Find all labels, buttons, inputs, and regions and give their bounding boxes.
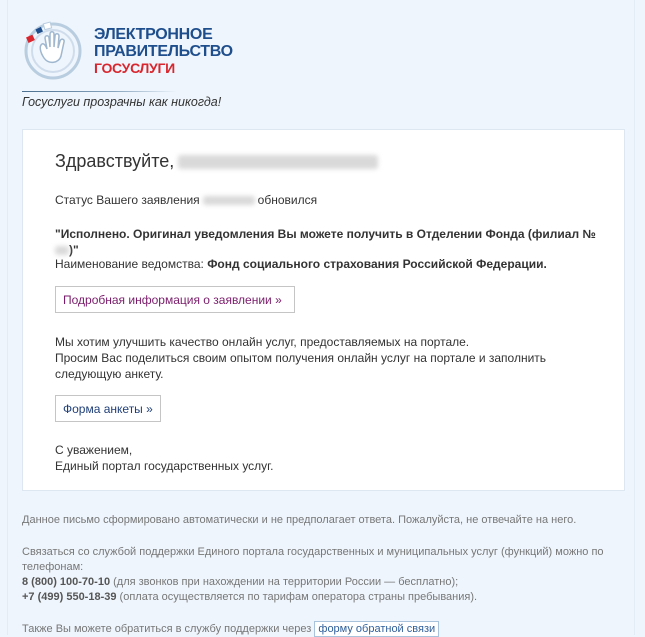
status-line bbox=[55, 193, 317, 207]
header-divider bbox=[22, 91, 177, 92]
greeting-text: Здравствуйте, bbox=[55, 151, 175, 171]
brand-line-2: ПРАВИТЕЛЬСТВО bbox=[94, 43, 233, 60]
signoff-line-2: Единый портал государственных услуг. bbox=[55, 459, 274, 473]
phone-international: +7 (499) 550-18-39 bbox=[22, 591, 117, 603]
survey-line-2: Просим Вас поделиться своим опытом получения онлайн услуг на портале и заполнить следующую анкету. bbox=[55, 351, 547, 381]
phone-free: 8 (800) 100-70-10 bbox=[22, 576, 111, 588]
notice-text: "Исполнено. Оригинал уведомления Вы можете получить в Отделении Фонда (филиал № bbox=[55, 227, 596, 241]
survey-line-1: Мы хотим улучшить качество онлайн услуг, предоставляемых на портале. bbox=[55, 335, 470, 349]
support-contacts bbox=[22, 545, 622, 605]
status-prefix: Статус Вашего заявления bbox=[55, 193, 200, 207]
tagline: Госуслуги прозрачны как никогда! bbox=[22, 95, 222, 109]
status-notice bbox=[55, 226, 600, 258]
department-label: Наименование ведомства: bbox=[55, 257, 204, 271]
status-suffix: обновился bbox=[257, 193, 318, 207]
notice-end: )" bbox=[69, 243, 79, 257]
redacted-recipient-name bbox=[178, 155, 378, 169]
message-card bbox=[22, 129, 625, 491]
frame-border-left bbox=[7, 0, 8, 635]
redacted-application-number bbox=[203, 196, 255, 205]
redacted-branch-number bbox=[55, 246, 69, 255]
auto-generated-notice: Данное письмо сформировано автоматически и не предполагает ответа. Пожалуйста, не отвечайте на него. bbox=[22, 514, 577, 526]
phone-free-note: (для звонков при нахождении на территории России — бесплатно); bbox=[110, 576, 459, 588]
phone-international-note: (оплата осуществляется по тарифам оператора страны пребывания). bbox=[116, 591, 478, 603]
greeting bbox=[55, 151, 378, 172]
survey-invitation bbox=[55, 334, 600, 382]
signoff-line-1: С уважением, bbox=[55, 443, 133, 457]
brand-line-1: ЭЛЕКТРОННОЕ bbox=[94, 26, 213, 43]
application-details-button[interactable]: Подробная информация о заявлении » bbox=[55, 286, 295, 313]
brand-line-3: ГОСУСЛУГИ bbox=[94, 60, 175, 76]
header bbox=[22, 18, 282, 88]
support-intro: Связаться со службой поддержки Единого портала государственных и муниципальных услуг (функций) можно по телефонам: bbox=[22, 546, 604, 573]
feedback-form-link[interactable]: форму обратной связи bbox=[314, 621, 439, 637]
frame-border-right bbox=[634, 0, 635, 635]
brand-wordmark bbox=[94, 26, 233, 77]
department-line bbox=[55, 257, 547, 271]
department-name: Фонд социального страхования Российской Федерации. bbox=[207, 257, 547, 271]
gosuslugi-logo-icon bbox=[22, 18, 84, 80]
feedback-prefix: Также Вы можете обратиться в службу поддержки через bbox=[22, 623, 315, 635]
survey-form-button[interactable]: Форма анкеты » bbox=[55, 395, 161, 422]
signoff bbox=[55, 442, 273, 474]
